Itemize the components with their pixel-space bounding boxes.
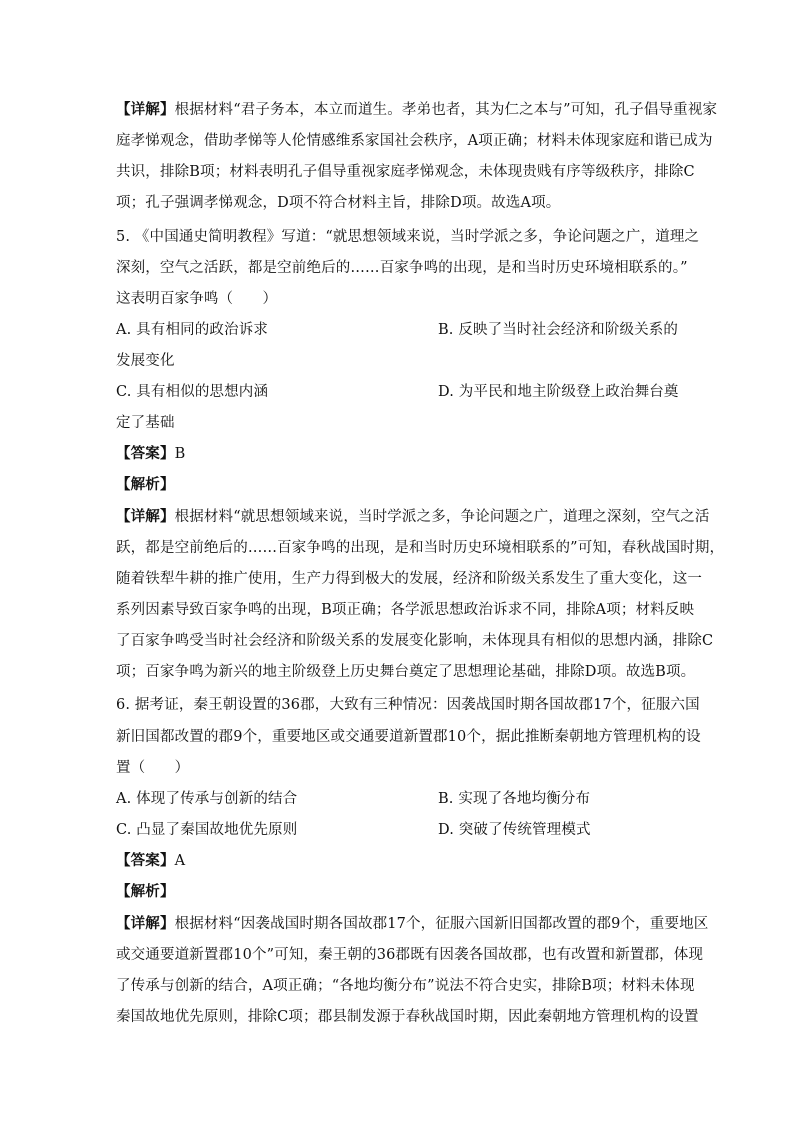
q5-detail-line-3: 随着铁犁牛耕的推广使用，生产力得到极大的发展，经济和阶级关系发生了重大变化，这一: [116, 571, 702, 587]
q4-detail-line-3: 共识，排除B项；材料表明孔子倡导重视家庭孝悌观念，未体现贵贱有序等级秩序，排除C: [116, 164, 695, 180]
q5-option-d-cont: 定了基础: [116, 415, 175, 431]
q6-analysis-heading: 【解析】: [116, 884, 175, 900]
q6-detail-line-3: 了传承与创新的结合，A项正确；“各地均衡分布”说法不符合史实，排除B项；材料未体现: [116, 978, 695, 994]
q6-answer: [116, 851, 185, 871]
q5-stem-line-1: 5. 《中国通史简明教程》写道：“就思想领域来说，当时学派之多，争论问题之广，道理之: [116, 229, 700, 245]
q5-detail-line-6: 项；百家争鸣为新兴的地主阶级登上历史舞台奠定了思想理论基础，排除D项。故选B项。: [116, 664, 696, 680]
q6-stem-line-2: 新旧国都改置的郡9个，重要地区或交通要道新置郡10个，据此推断秦朝地方管理机构的设: [116, 729, 701, 745]
q6-option-d: D. 突破了传统管理模式: [438, 822, 591, 838]
q5-option-c: C. 具有相似的思想内涵: [116, 384, 269, 400]
q5-detail-line-2: 跃，都是空前绝后的……百家争鸣的出现，是和当时历史环境相联系的”可知，春秋战国时期，: [116, 540, 725, 556]
q6-detail-line-4: 秦国故地优先原则，排除C项；郡县制发源于春秋战国时期，因此秦朝地方管理机构的设置: [116, 1009, 699, 1025]
q5-stem-line-3: 这表明百家争鸣（ ）: [116, 291, 278, 307]
q4-detail-line-1: 【详解】根据材料“君子务本，本立而道生。孝弟也者，其为仁之本与”可知，孔子倡导重视家: [116, 102, 718, 118]
answer-value: B: [174, 446, 186, 462]
q6-option-c: C. 凸显了秦国故地优先原则: [116, 822, 298, 838]
answer-value: A: [174, 853, 186, 869]
q4-detail-line-2: 庭孝悌观念，借助孝悌等人伦情感维系家国社会秩序，A项正确；材料未体现家庭和谐已成为: [116, 133, 713, 149]
q5-detail-line-4: 系列因素导致百家争鸣的出现，B项正确；各学派思想政治诉求不同，排除A项；材料反映: [116, 602, 695, 618]
q5-option-d: D. 为平民和地主阶级登上政治舞台奠: [438, 384, 679, 400]
q6-stem-line-3: 置（ ）: [116, 760, 190, 776]
q5-option-b-cont: 发展变化: [116, 353, 175, 369]
detail-tag: 【详解】: [116, 916, 175, 932]
q5-analysis-heading: 【解析】: [116, 477, 175, 493]
answer-tag: 【答案】: [116, 853, 175, 869]
q6-option-a: A. 体现了传承与创新的结合: [116, 791, 298, 807]
q5-detail-line-1: 【详解】根据材料“就思想领域来说，当时学派之多，争论问题之广，道理之深刻，空气之活: [116, 509, 710, 525]
q5-stem-line-2: 深刻，空气之活跃，都是空前绝后的……百家争鸣的出现，是和当时历史环境相联系的。”: [116, 260, 688, 276]
q5-option-a: A. 具有相同的政治诉求: [116, 322, 268, 338]
q6-detail-line-2: 或交通要道新置郡10个”可知，秦王朝的36郡既有因袭各国故郡，也有改置和新置郡，体现: [116, 947, 704, 963]
q6-stem-line-1: 6. 据考证，秦王朝设置的36郡，大致有三种情况：因袭战国时期各国故郡17个，征服六国: [116, 697, 700, 713]
detail-tag: 【详解】: [116, 102, 175, 118]
q5-answer: [116, 444, 185, 464]
detail-tag: 【详解】: [116, 509, 175, 525]
q6-detail-line-1: 【详解】根据材料“因袭战国时期各国故郡17个，征服六国新旧国都改置的郡9个，重要地区: [116, 916, 709, 932]
answer-tag: 【答案】: [116, 446, 175, 462]
q5-detail-line-5: 了百家争鸣受当时社会经济和阶级关系的发展变化影响，未体现具有相似的思想内涵，排除C: [116, 633, 714, 649]
q4-detail-line-4: 项；孔子强调孝悌观念，D项不符合材料主旨，排除D项。故选A项。: [116, 195, 561, 211]
q6-option-b: B. 实现了各地均衡分布: [438, 791, 591, 807]
q5-option-b: B. 反映了当时社会经济和阶级关系的: [438, 322, 679, 338]
